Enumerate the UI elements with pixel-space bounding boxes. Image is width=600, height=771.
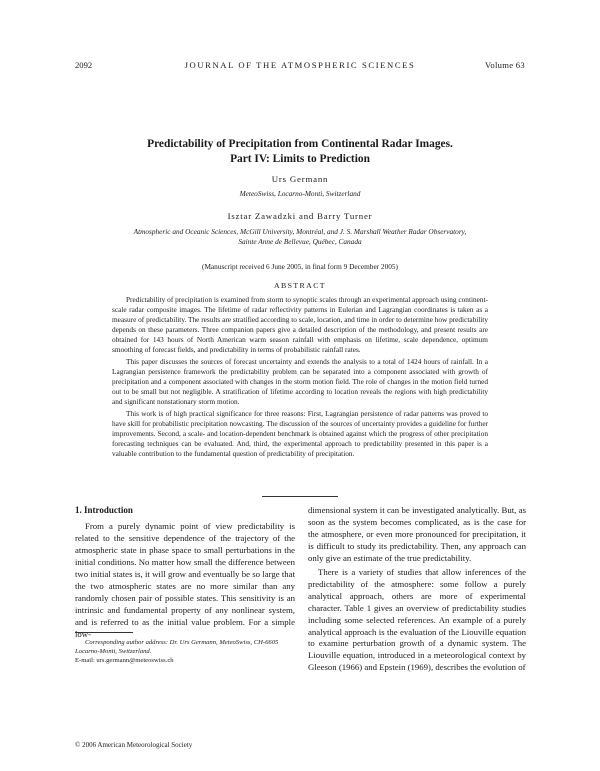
journal-title: JOURNAL OF THE ATMOSPHERIC SCIENCES: [184, 60, 416, 70]
body-paragraph: There is a variety of studies that allow inferences of the predictability of the atmosphere: some follow a purely analytical approach, others are more of experimental character. Table 1 gives an overview of predictability studies including some selected references. An example of a purely analytical approach is the evaluation of the Liouville equation to examine perturbation growth of a dynamic system. The Liouville equation, introduced in a meteorological context by Gleeson (1966) and Epstein (1969), describes the evolution of: [308, 566, 526, 673]
abstract-heading: ABSTRACT: [274, 281, 326, 290]
abstract-paragraph: Predictability of precipitation is examined from storm to synoptic scales through an experimental approach using continent-scale radar composite images. The lifetime of radar reflectivity patterns in Eulerian and Lagrangian coordinates is taken as a measure of predictability. The results are stratified according to scale, location, and time in order to determine how predictability depends on these parameters. Three companion papers give a detailed description of the methodology, and present results are obtained for 143 hours of North American warm season rainfall with emphasis on lifetime, scale dependence, optimum smoothing of forecast fields, and predictability in terms of probabilistic rainfall rates.: [112, 295, 488, 355]
co-author-affiliation: [0, 227, 600, 247]
abstract-paragraph: This paper discusses the sources of forecast uncertainty and extends the analysis to a total of 1424 hours of rainfall. In a Lagrangian persistence framework the predictability problem can be separated into a component associated with growth of precipitation and a component associated with changes in the storm motion field. The role of changes in the motion field turned out to be small but not negligible. A stratification of lifetime according to location reveals the regions with high predictability and significant nonstationary storm motion.: [112, 357, 488, 407]
first-author-affiliation: MeteoSwiss, Locarno-Monti, Switzerland: [239, 189, 361, 198]
abstract-paragraph: This work is of high practical significance for three reasons: First, Lagrangian persistence of radar patterns was proved to have skill for probabilistic precipitation nowcasting. The discussion of the sources of uncertainty provides a guideline for further improvements. Second, a scale- and location-dependent benchmark is obtained against which the progress of other precipitation forecasting techniques can be evaluated. And, third, the experimental approach to predictability presented in this paper is a valuable contribution to the fundamental question of predictability of precipitation.: [112, 409, 488, 459]
left-column: [75, 505, 295, 640]
abstract-body: [112, 295, 488, 461]
co-author-affiliation-line-2: Sainte Anne de Bellevue, Québec, Canada: [238, 237, 362, 246]
abstract-separator: [262, 496, 338, 497]
section-heading: 1. Introduction: [75, 505, 133, 515]
page-number: 2092: [75, 60, 93, 70]
co-author-affiliation-line-1: Atmospheric and Oceanic Sciences, McGill University, Montréal, and J. S. Marshall Weather Radar Observatory,: [133, 227, 467, 236]
corresponding-author-email: E-mail: urs.germann@meteoswiss.ch: [75, 657, 174, 665]
paper-title: [0, 137, 600, 167]
manuscript-dates: (Manuscript received 6 June 2005, in final form 9 December 2005): [202, 262, 398, 271]
body-paragraph: dimensional system it can be investigated analytically. But, as soon as the system becomes complicated, as is the case for the atmosphere, or even more pronounced for precipitation, it is difficult to study its predictability. Then, any approach can only give an estimate of the true predictability.: [308, 505, 526, 563]
footnote: [75, 638, 295, 666]
copyright-notice: © 2006 American Meteorological Society: [75, 741, 193, 749]
first-author: Urs Germann: [271, 174, 329, 184]
right-column: [308, 505, 526, 674]
volume-label: Volume 63: [484, 60, 525, 70]
footnote-rule: [75, 632, 133, 633]
body-paragraph: From a purely dynamic point of view predictability is related to the sensitive dependence of the trajectory of the atmospheric state in phase space to small perturbations in the initial conditions. No matter how small the difference between two initial states is, it will grow and eventually be so large that the two atmospheric states are no more similar than any randomly chosen pair of possible states. This sensitivity is an intrinsic and fundamental property of any nonlinear system, and is referred to as the initial value problem. For a simple low-: [75, 520, 295, 639]
title-line-1: Predictability of Precipitation from Continental Radar Images.: [147, 138, 453, 150]
co-authors: Isztar Zawadzki and Barry Turner: [227, 211, 373, 221]
corresponding-author-address: Corresponding author address: Dr. Urs Germann, MeteoSwiss, CH-6605 Locarno-Monti, Switzerland.: [75, 639, 279, 656]
title-line-2: Part IV: Limits to Prediction: [230, 153, 370, 165]
